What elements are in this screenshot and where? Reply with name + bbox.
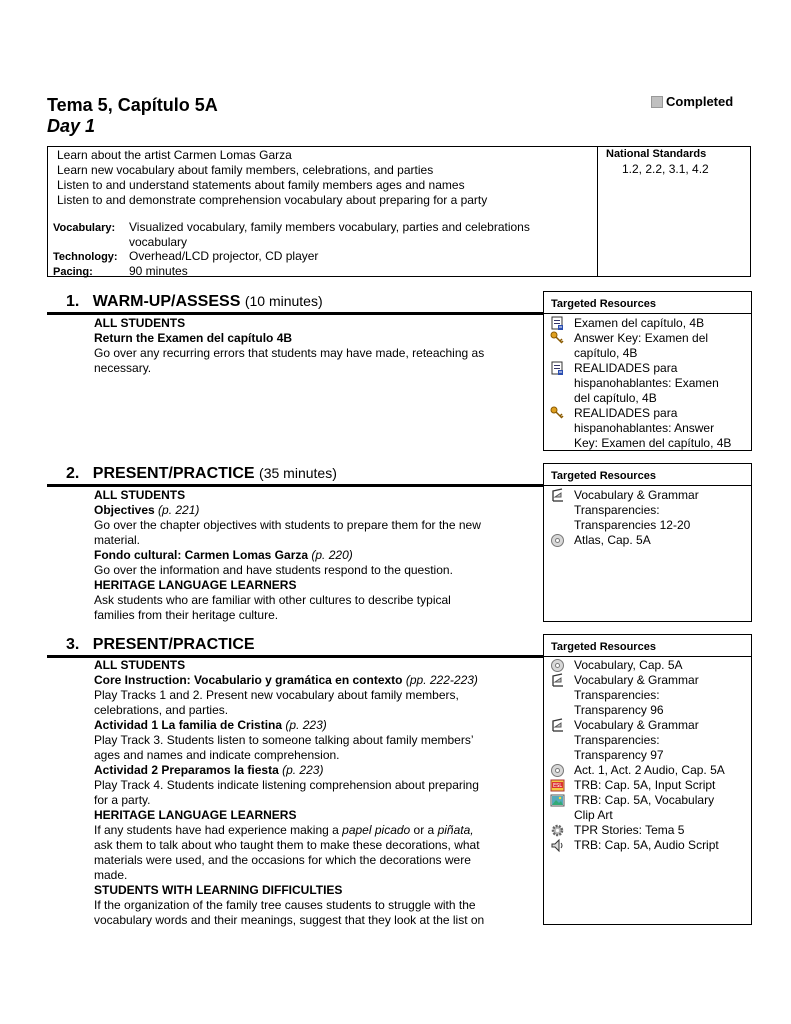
script-icon [550,778,567,793]
resource-item[interactable] [550,718,749,763]
resource-item[interactable] [550,763,749,778]
resource-label [574,763,749,778]
section-number: 3. [66,636,80,653]
heritage-heading: HERITAGE LANGUAGE LEARNERS [94,808,297,822]
resources-heading: Targeted Resources [551,641,656,653]
body-line: for a party. [94,793,151,807]
resource-line: Answer Key: Examen del [574,331,709,345]
resource-line: TRB: Cap. 5A, Input Script [574,778,716,792]
resource-item[interactable] [550,361,749,406]
core-subheading: Core Instruction: Vocabulario y gramática en contexto [94,673,403,687]
document-icon [550,361,567,376]
resources-divider [544,485,752,486]
resource-item[interactable] [550,673,749,718]
all-students-heading: ALL STUDENTS [94,488,186,502]
activity-subheading: Actividad 2 Preparamos la fiesta [94,763,279,777]
body-line: ask them to talk about who taught them to make these decorations, what [94,838,480,852]
page-ref: (p. 220) [311,548,353,562]
resource-line: TRB: Cap. 5A, Audio Script [574,838,719,852]
section-2-body [94,488,534,623]
pacing-value: 90 minutes [129,264,188,278]
resource-line: Vocabulary & Grammar [574,488,699,502]
body-line: celebrations, and parties. [94,703,229,717]
difficulties-heading: STUDENTS WITH LEARNING DIFFICULTIES [94,883,343,897]
body-line: Play Track 3. Students listen to someone talking about family members’ [94,733,474,747]
section-duration: (10 minutes) [244,293,323,309]
resource-label [574,793,749,823]
document-icon [550,316,567,331]
resource-line: Transparencies: [574,503,660,517]
resource-line: Transparency 96 [574,703,664,717]
cd-icon [550,533,567,548]
vocabulary-line: vocabulary [129,235,188,249]
resource-label [574,406,749,451]
resource-item[interactable] [550,778,749,793]
objectives-subheading: Objectives [94,503,155,517]
resource-line: REALIDADES para [574,406,678,420]
resource-label [574,673,749,718]
body-line: If the organization of the family tree causes students to struggle with the [94,898,476,912]
resource-line: Key: Examen del capítulo, 4B [574,436,732,450]
resource-line: del capítulo, 4B [574,391,657,405]
resource-label [574,488,749,533]
section-1-body [94,316,534,376]
subheading: Return the Examen del capítulo 4B [94,331,293,345]
objectives-list [57,148,487,208]
resource-label [574,823,749,838]
body-text-span: If any students have had experience making a [94,823,343,837]
resources-box-3 [543,634,752,925]
day-label: Day 1 [47,116,96,136]
section-2-heading [66,465,337,483]
section-title: PRESENT/PRACTICE [92,636,255,653]
resource-item[interactable] [550,331,749,361]
resource-line: Atlas, Cap. 5A [574,533,651,547]
resource-label [574,718,749,763]
resources-box-1 [543,291,752,451]
resource-line: Act. 1, Act. 2 Audio, Cap. 5A [574,763,725,777]
resource-line: Transparencies 12-20 [574,518,691,532]
resource-line: Vocabulary, Cap. 5A [574,658,683,672]
resources-box-2 [543,463,752,622]
page-ref: (pp. 222-223) [405,673,478,687]
heritage-heading: HERITAGE LANGUAGE LEARNERS [94,578,297,592]
gear-icon [550,823,567,838]
speaker-icon [550,838,567,853]
resource-line: TPR Stories: Tema 5 [574,823,685,837]
resource-line: Examen del capítulo, 4B [574,316,705,330]
body-line: Ask students who are familiar with other cultures to describe typical [94,593,451,607]
resource-item[interactable] [550,488,749,533]
vocabulary-label: Vocabulary: [53,222,116,234]
resource-line: hispanohablantes: Examen [574,376,719,390]
body-text-span: or a [410,823,438,837]
body-line: Play Track 4. Students indicate listening comprehension about preparing [94,778,479,792]
cd-icon [550,658,567,673]
resource-line: Transparency 97 [574,748,664,762]
body-line [94,823,534,838]
national-standards-value: 1.2, 2.2, 3.1, 4.2 [622,162,709,176]
resource-line: Clip Art [574,808,613,822]
key-icon [550,331,567,346]
key-icon [550,406,567,421]
resource-label [574,533,749,548]
all-students-heading: ALL STUDENTS [94,658,186,672]
body-line: Go over any recurring errors that students may have made, reteaching as [94,346,485,360]
resources-divider [544,313,752,314]
resources-heading: Targeted Resources [551,470,656,482]
objectives-divider [597,146,598,277]
resource-line: TRB: Cap. 5A, Vocabulary [574,793,715,807]
section-3-heading [66,636,255,654]
resource-item[interactable] [550,823,749,838]
resource-label [574,316,749,331]
section-number: 1. [66,293,80,310]
body-line: ages and names and indicate comprehension. [94,748,340,762]
completed-checkbox[interactable] [651,94,733,109]
vocabulary-value [129,220,530,250]
picture-icon [550,793,567,808]
section-title: WARM-UP/ASSESS [92,293,241,310]
section-rule [47,484,543,487]
objective-item: Learn new vocabulary about family members, celebrations, and parties [57,163,434,177]
cd-icon [550,763,567,778]
completed-label: Completed [666,94,734,109]
objective-item: Listen to and demonstrate comprehension vocabulary about preparing for a party [57,193,488,207]
section-1-heading [66,293,323,311]
resource-item[interactable] [550,793,749,823]
body-line: materials were used, and the occasions for which the decorations were [94,853,471,867]
section-3-body [94,658,534,928]
body-text-italic: piñata, [437,823,474,837]
page-title: Tema 5, Capítulo 5A [47,95,218,115]
resource-line: Transparencies: [574,688,660,702]
objective-item: Learn about the artist Carmen Lomas Garza [57,148,292,162]
body-text-italic: papel picado [342,823,411,837]
section-rule [47,312,543,315]
activity-subheading: Actividad 1 La familia de Cristina [94,718,283,732]
checkbox-icon [651,96,663,108]
technology-label: Technology: [53,251,118,263]
page-ref: (p. 223) [285,718,327,732]
pacing-label: Pacing: [53,266,93,278]
objective-item: Listen to and understand statements about family members ages and names [57,178,465,192]
body-line: families from their heritage culture. [94,608,279,622]
national-standards-label: National Standards [606,148,707,160]
resources-divider [544,656,752,657]
resource-item[interactable] [550,406,749,451]
resource-line: Vocabulary & Grammar [574,718,699,732]
resource-item[interactable] [550,658,749,673]
resource-item[interactable] [550,316,749,331]
all-students-heading: ALL STUDENTS [94,316,186,330]
body-line: material. [94,533,141,547]
page-ref: (p. 221) [158,503,200,517]
body-line: made. [94,868,128,882]
body-line: Go over the chapter objectives with students to prepare them for the new [94,518,481,532]
resources-heading: Targeted Resources [551,298,656,310]
resource-label [574,658,749,673]
resource-line: capítulo, 4B [574,346,638,360]
transparency-icon [550,673,567,688]
resource-label [574,778,749,793]
transparency-icon [550,488,567,503]
page-ref: (p. 223) [282,763,324,777]
resource-label [574,838,749,853]
body-line: necessary. [94,361,152,375]
svg-text:ESL: ESL [552,783,563,789]
resource-label [574,331,749,361]
transparency-icon [550,718,567,733]
body-line: Play Tracks 1 and 2. Present new vocabulary about family members, [94,688,459,702]
resource-line: Vocabulary & Grammar [574,673,699,687]
resource-item[interactable] [550,838,749,853]
body-line: vocabulary words and their meanings, suggest that they look at the list on [94,913,485,927]
technology-value: Overhead/LCD projector, CD player [129,249,319,263]
body-line: Go over the information and have students respond to the question. [94,563,453,577]
resource-label [574,361,749,406]
fondo-subheading: Fondo cultural: Carmen Lomas Garza [94,548,309,562]
section-number: 2. [66,465,80,482]
section-title: PRESENT/PRACTICE [92,465,255,482]
vocabulary-line: Visualized vocabulary, family members vocabulary, parties and celebrations [129,220,530,234]
resource-item[interactable] [550,533,749,548]
section-duration: (35 minutes) [259,465,337,481]
resource-line: REALIDADES para [574,361,678,375]
resource-line: hispanohablantes: Answer [574,421,715,435]
resource-line: Transparencies: [574,733,660,747]
